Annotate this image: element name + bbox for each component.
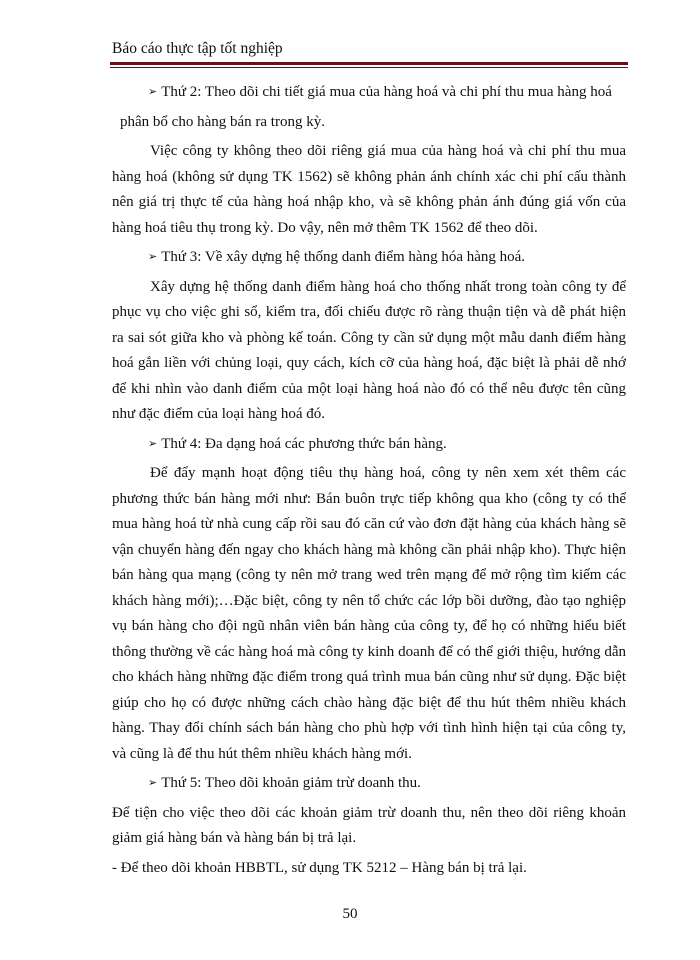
bullet-continuation: phân bổ cho hàng bán ra trong kỳ. [120,113,325,130]
paragraph: Để đẩy mạnh hoạt động tiêu thụ hàng hoá, công ty nên xem xét thêm các phương thức bán hàng mới như: Bán buôn trực tiếp không qua kho (công ty có thể mua hàng hoá từ nhà cung cấp rồi sau đó căn cứ vào đơn đặt hàng của khách hàng sẽ vận chuyển hàng đến ngay cho khách hàng mà không cần phải nhập kho). Thực hiện bán hàng qua mạng (công ty nên mở trang wed trên mạng để mở rộng tìm kiếm các khách hàng mới);…Đặc biệt, công ty nên tổ chức các lớp bồi dưỡng, đào tạo nghiệp vụ bán hàng cho đội ngũ nhân viên bán hàng của công ty, để họ có những hiểu biết thông thường về các hàng hoá mà công ty kinh doanh để có thể giới thiệu, hướng dẫn cho khách hàng những đặc điểm trong quá trình mua bán cũng như sử dụng. Đặc biệt giúp cho họ có được những cách chào hàng đặc biệt để thu hút thêm nhiều khách hàng. Thay đổi chính sách bán hàng cho phù hợp với tình hình hiện tại của công ty, và cũng là để thu hút thêm nhiều khách hàng mới. [112,465,626,762]
bullet-text: Thứ 2: Theo dõi chi tiết giá mua của hàng hoá và chi phí thu mua hàng hoá [161,84,612,100]
paragraph: Việc công ty không theo dõi riêng giá mua của hàng hoá và chi phí thu mua hàng hoá (không sử dụng TK 1562) sẽ không phản ánh chính xác chi phí cấu thành nên giá trị thực tế của hàng hoá nhập kho, và sẽ không phản ánh đúng giá vốn của hàng hoá tiêu thụ trong kỳ. Do vậy, nên mở thêm TK 1562 để theo dõi. [112,143,626,236]
arrow-bullet-icon: ➢ [148,85,158,98]
bullet-item-5 [112,771,626,797]
paragraph: - Để theo dõi khoản HBBTL, sử dụng TK 5212 – Hàng bán bị trả lại. [112,859,527,876]
paragraph: Xây dựng hệ thống danh điểm hàng hoá cho thống nhất trong toàn công ty để phục vụ cho việc ghi sổ, kiểm tra, đối chiếu được rõ ràng thuận tiện và dễ phát hiện ra sai sót giữa kho và phòng kế toán. Công ty cần sử dụng một mẫu danh điểm hàng hoá gắn liền với chủng loại, quy cách, kích cỡ của hàng hoá, đặc biệt là phải dễ nhớ để khi nhìn vào danh điểm của một loại hàng hoá nào đó có thể nêu được tên cũng như đặc điểm của loại hàng hoá đó. [112,278,626,422]
bullet-text: Thứ 3: Về xây dựng hệ thống danh điểm hàng hóa hàng hoá. [161,249,526,265]
bullet-item-2 [112,80,626,106]
paragraph: Để tiện cho việc theo dõi các khoản giảm trừ doanh thu, nên theo dõi riêng khoản giảm giá hàng bán và hàng bán bị trả lại. [112,804,626,846]
bullet-item-4 [112,432,626,458]
bullet-item-3 [112,245,626,271]
arrow-bullet-icon: ➢ [148,250,158,263]
header-rule-thick [110,62,628,65]
arrow-bullet-icon: ➢ [148,776,158,789]
arrow-bullet-icon: ➢ [148,436,158,450]
header-rule-thin [110,67,628,68]
page-number: 50 [342,906,358,922]
bullet-text: Thứ 4: Đa dạng hoá các phương thức bán hàng. [161,435,447,452]
header-title: Báo cáo thực tập tốt nghiệp [112,40,283,57]
body-content [112,80,626,885]
bullet-text: Thứ 5: Theo dõi khoản giảm trừ doanh thu. [161,775,421,791]
